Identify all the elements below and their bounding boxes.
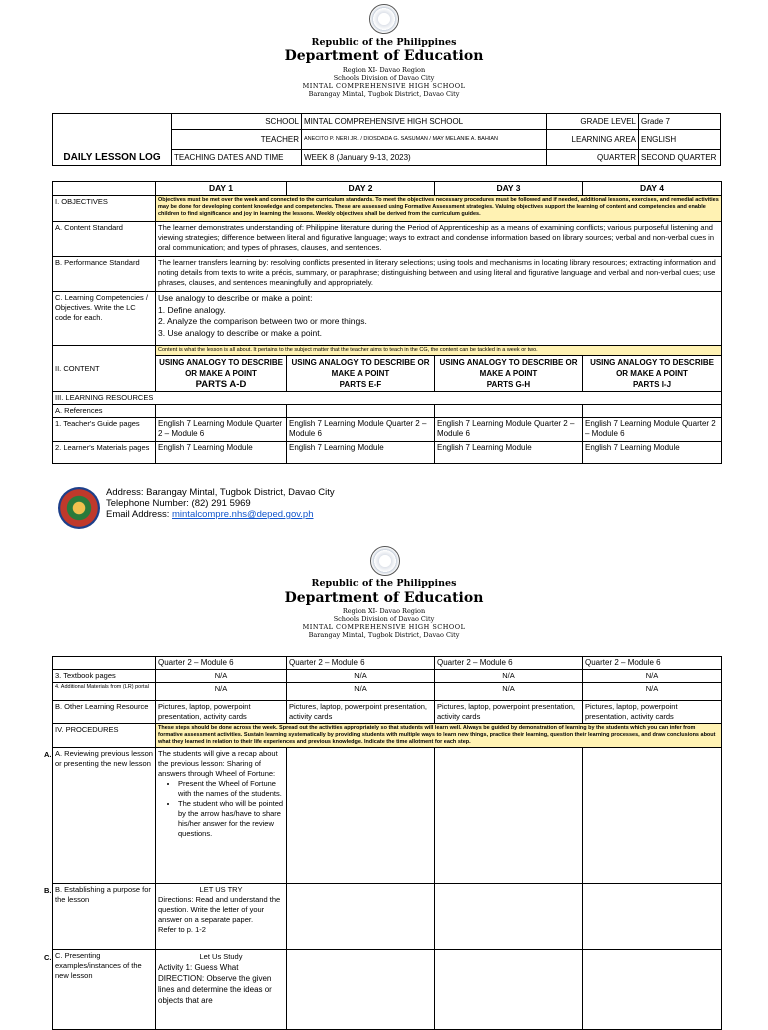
step-a-bullet-1: • Present the Wheel of Fortune with the names of the students. xyxy=(178,779,284,799)
step-a-day-2 xyxy=(287,748,435,884)
competency-1: 1. Define analogy. xyxy=(158,304,226,315)
additional-day-3: N/A xyxy=(435,683,583,701)
competency-3: 3. Use analogy to describe or make a point. xyxy=(158,327,322,338)
department-heading: Department of Education xyxy=(284,48,484,64)
school-line-page2: MINTAL COMPREHENSIVE HIGH SCHOOL xyxy=(302,623,466,631)
other-day-4: Pictures, laptop, powerpoint presentation, activity cards xyxy=(583,701,722,724)
footer-address: Address: Barangay Mintal, Tugbok District, Davao City xyxy=(106,487,335,498)
module-day-4: Quarter 2 – Module 6 xyxy=(583,657,722,670)
step-b-ref: Refer to p. 1-2 xyxy=(158,925,206,934)
module-day-1: Quarter 2 – Module 6 xyxy=(156,657,287,670)
learners-materials-label: 2. Learner's Materials pages xyxy=(53,442,156,464)
step-c-day-4 xyxy=(583,950,722,1030)
learning-resources-label: III. LEARNING RESOURCES xyxy=(53,392,722,405)
other-day-2: Pictures, laptop, powerpoint presentation, activity cards xyxy=(287,701,435,724)
step-b-heading: LET US TRY xyxy=(199,885,243,894)
step-b-text: Directions: Read and understand the question. Write the letter of your answer on a separate paper. xyxy=(158,895,281,924)
module-day-3: Quarter 2 – Module 6 xyxy=(435,657,583,670)
content-day-1-parts: PARTS A-D xyxy=(195,379,247,390)
guide-day-4: English 7 Learning Module Quarter 2 – Module 6 xyxy=(583,418,722,442)
quarter-label: QUARTER xyxy=(547,150,639,166)
content-day-3-parts: PARTS G-H xyxy=(486,380,531,389)
content-day-1-title: USING ANALOGY TO DESCRIBE OR MAKE A POINT xyxy=(159,358,283,378)
other-day-3: Pictures, laptop, powerpoint presentation, activity cards xyxy=(435,701,583,724)
teacher-label: TEACHER xyxy=(172,130,302,150)
competencies-label: C. Learning Competencies / Objectives. Write the LC code for each. xyxy=(53,292,156,346)
guide-day-2: English 7 Learning Module Quarter 2 – Module 6 xyxy=(287,418,435,442)
content-day-4 xyxy=(583,356,722,392)
content-day-3-title: USING ANALOGY TO DESCRIBE OR MAKE A POINT xyxy=(439,358,578,378)
additional-materials-label: 4. Additional Materials from (LR) portal xyxy=(53,683,156,701)
objectives-note: Objectives must be met over the week and connected to the curriculum standards. To meet the objectives necessary procedures must be followed and if needed, additional lessons, exercises, and remedial activities may be done for developing content knowledge and competencies. These are assessed using Formative Assessment strategies. Valuing objectives support the learning of content and competencies and enable children to find significance and joy in learning the lessons. Weekly objectives shall be derived from the curriculum guides. xyxy=(156,196,722,222)
division-line-page2: Schools Division of Davao City xyxy=(333,615,435,623)
address-line: Barangay Mintal, Tugbok District, Davao City xyxy=(308,90,460,98)
procedures-table xyxy=(52,656,722,1030)
module-row-label xyxy=(53,657,156,670)
step-c-heading: Let Us Study xyxy=(199,952,243,961)
additional-day-4: N/A xyxy=(583,683,722,701)
step-b-day-3 xyxy=(435,884,583,950)
performance-standard-text: The learner transfers learning by: resolving conflicts presented in literary selections; using tools and mechanisms in locating library resources; extracting information and noting details from texts to write a précis, summary, or paraphrase; distinguishing between and using literal and figurative language and verbal and non-verbal cues; use phrases, clauses, and sentences meaningfully and appropriately. xyxy=(156,257,722,292)
teaching-dates-value: WEEK 8 (January 9-13, 2023) xyxy=(302,150,547,166)
region-line-page2: Region XI- Davao Region xyxy=(342,607,426,615)
school-line: MINTAL COMPREHENSIVE HIGH SCHOOL xyxy=(302,82,466,90)
guide-day-3: English 7 Learning Module Quarter 2 – Module 6 xyxy=(435,418,583,442)
lesson-info-table xyxy=(52,113,721,166)
materials-day-3: English 7 Learning Module xyxy=(435,442,583,464)
textbook-day-3: N/A xyxy=(435,670,583,683)
textbook-day-4: N/A xyxy=(583,670,722,683)
step-c-day-1 xyxy=(156,950,287,1030)
ref-cell-4 xyxy=(583,405,722,418)
step-b-day-1 xyxy=(156,884,287,950)
learning-area-label: LEARNING AREA xyxy=(547,130,639,150)
step-c-day-2 xyxy=(287,950,435,1030)
grade-level-value: Grade 7 xyxy=(639,114,721,130)
step-a-bullets xyxy=(158,779,284,839)
step-c-letter: C. xyxy=(44,953,52,962)
content-day-3 xyxy=(435,356,583,392)
ref-cell-2 xyxy=(287,405,435,418)
ref-cell-3 xyxy=(435,405,583,418)
footer-phone: Telephone Number: (82) 291 5969 xyxy=(106,498,251,509)
materials-day-4: English 7 Learning Module xyxy=(583,442,722,464)
step-b-day-2 xyxy=(287,884,435,950)
step-a-label: A. Reviewing previous lesson or presenting the new lesson xyxy=(53,748,156,884)
step-b-label: B. Establishing a purpose for the lesson xyxy=(53,884,156,950)
school-logo xyxy=(58,487,100,529)
guide-day-1: English 7 Learning Module Quarter 2 – Module 6 xyxy=(156,418,287,442)
day-1-header: DAY 1 xyxy=(156,182,287,196)
deped-seal-page2 xyxy=(370,546,400,576)
deped-seal-top xyxy=(369,4,399,34)
content-day-2 xyxy=(287,356,435,392)
objectives-label: I. OBJECTIVES xyxy=(53,196,156,222)
content-standard-text: The learner demonstrates understanding of: Philippine literature during the Period of Apprenticeship as a means of examining conflicts; various purposeful listening and viewing strategies; difference between literal and figurative language; ways to extract and condense information based on library sources; verbal and non-verbal cues in oral communication; and types of phrases, clauses, and sentences. xyxy=(156,222,722,257)
additional-day-1: N/A xyxy=(156,683,287,701)
quarter-value: SECOND QUARTER xyxy=(639,150,721,166)
footer-email-row xyxy=(106,509,314,521)
daily-lesson-log-title: DAILY LESSON LOG xyxy=(53,114,172,166)
teacher-value: ANECITO P. NERI JR. / DIOSDADA G. SASUMAN / MAY MELANIE A. BAHIAN xyxy=(302,130,547,150)
region-line: Region XI- Davao Region xyxy=(342,66,426,74)
school-label: SCHOOL xyxy=(172,114,302,130)
textbook-pages-label: 3. Textbook pages xyxy=(53,670,156,683)
other-day-1: Pictures, laptop, powerpoint presentation, activity cards xyxy=(156,701,287,724)
textbook-day-1: N/A xyxy=(156,670,287,683)
ref-cell-1 xyxy=(156,405,287,418)
content-day-1 xyxy=(156,356,287,392)
textbook-day-2: N/A xyxy=(287,670,435,683)
step-a-letter: A. xyxy=(44,750,52,759)
module-day-2: Quarter 2 – Module 6 xyxy=(287,657,435,670)
content-note: Content is what the lesson is all about. It pertains to the subject matter that the teacher aims to teach in the CG, the content can be tackled in a week or two. xyxy=(156,346,722,356)
step-c-text: DIRECTION: Observe the given lines and determine the ideas or objects that are xyxy=(158,974,272,1005)
other-resources-label: B. Other Learning Resource xyxy=(53,701,156,724)
day-4-header: DAY 4 xyxy=(583,182,722,196)
procedures-label: IV. PROCEDURES xyxy=(53,724,156,748)
teachers-guide-label: 1. Teacher's Guide pages xyxy=(53,418,156,442)
step-a-day-1 xyxy=(156,748,287,884)
day-2-header: DAY 2 xyxy=(287,182,435,196)
step-a-day-4 xyxy=(583,748,722,884)
republic-heading: Republic of the Philippines xyxy=(311,37,457,48)
step-c-activity: Activity 1: Guess What xyxy=(158,963,239,972)
step-a-day-3 xyxy=(435,748,583,884)
footer-email-label: Email Address: xyxy=(106,509,172,520)
content-label: II. CONTENT xyxy=(53,346,156,392)
additional-day-2: N/A xyxy=(287,683,435,701)
step-b-letter: B. xyxy=(44,886,52,895)
day-3-header: DAY 3 xyxy=(435,182,583,196)
competency-2: 2. Analyze the comparison between two or more things. xyxy=(158,316,367,326)
step-b-day-4 xyxy=(583,884,722,950)
step-a-text: The students will give a recap about the previous lesson: Sharing of answers through Wheel of Fortune: xyxy=(158,749,278,778)
content-day-2-parts: PARTS E-F xyxy=(339,380,382,389)
department-heading-page2: Department of Education xyxy=(284,590,484,606)
lesson-plan-table xyxy=(52,181,722,464)
content-day-2-title: USING ANALOGY TO DESCRIBE OR MAKE A POINT xyxy=(291,358,430,378)
republic-heading-page2: Republic of the Philippines xyxy=(311,578,457,589)
learning-area-value: ENGLISH xyxy=(639,130,721,150)
materials-day-2: English 7 Learning Module xyxy=(287,442,435,464)
step-c-label: C. Presenting examples/instances of the new lesson xyxy=(53,950,156,1030)
teaching-dates-label: TEACHING DATES AND TIME xyxy=(172,150,302,166)
materials-day-1: English 7 Learning Module xyxy=(156,442,287,464)
step-a-bullet-2: • The student who will be pointed by the arrow has/have to share his/her answer for the review questions. xyxy=(178,799,284,839)
content-day-4-parts: PARTS I-J xyxy=(632,380,672,389)
empty-corner xyxy=(53,182,156,196)
step-c-day-3 xyxy=(435,950,583,1030)
content-day-4-title: USING ANALOGY TO DESCRIBE OR MAKE A POINT xyxy=(590,358,714,378)
procedures-note: These steps should be done across the week. Spread out the activities appropriately so that students will learn well. Always be guided by demonstration of learning by the students which you can infer from formative assessment activities. Sustain learning systematically by providing students with multiple ways to learn new things, practice their learning, question their learning processes, and draw conclusions about what they learned in relation to their life experiences and previous knowledge. Indicate the time allotment for each step. xyxy=(156,724,722,748)
address-line-page2: Barangay Mintal, Tugbok District, Davao City xyxy=(308,631,460,639)
references-label: A. References xyxy=(53,405,156,418)
grade-level-label: GRADE LEVEL xyxy=(547,114,639,130)
content-standard-label: A. Content Standard xyxy=(53,222,156,257)
competencies-text xyxy=(156,292,722,346)
performance-standard-label: B. Performance Standard xyxy=(53,257,156,292)
footer-email-link[interactable]: mintalcompre.nhs@deped.gov.ph xyxy=(172,509,314,520)
competency-intro: Use analogy to describe or make a point: xyxy=(158,293,313,303)
school-value: MINTAL COMPREHENSIVE HIGH SCHOOL xyxy=(302,114,547,130)
division-line: Schools Division of Davao City xyxy=(333,74,435,82)
